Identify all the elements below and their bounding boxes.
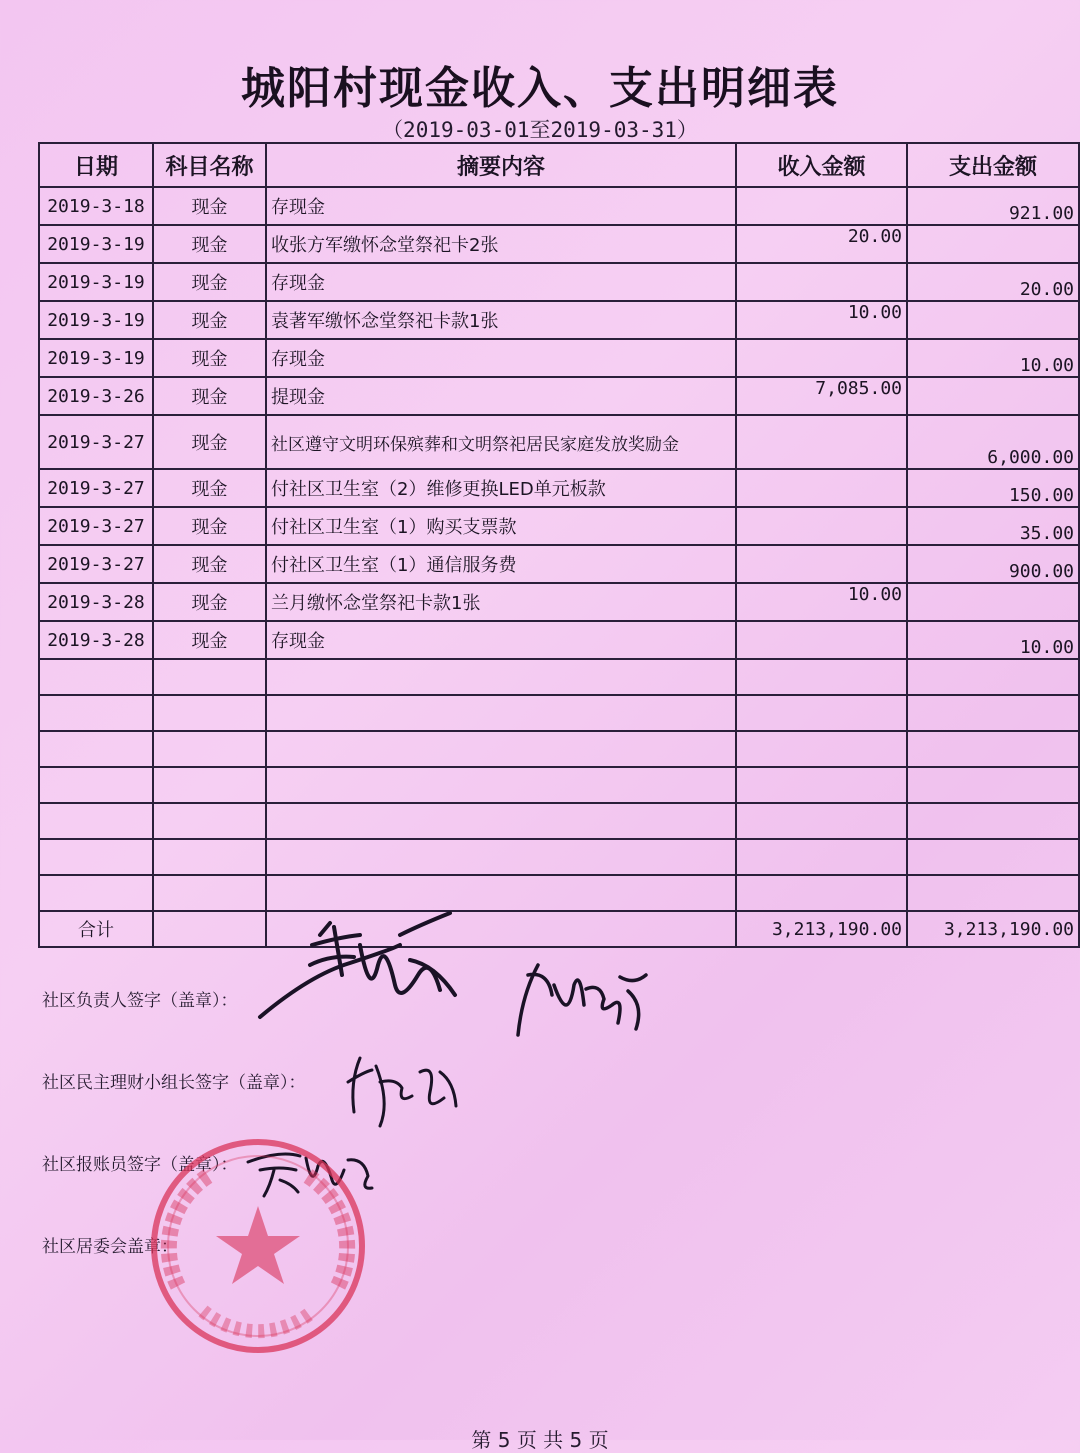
empty-cell — [907, 875, 1079, 911]
accountant-signature-label: 社区报账员签字（盖章）： — [42, 1155, 238, 1175]
empty-row — [39, 839, 1079, 875]
expense-cell — [907, 225, 1079, 263]
income-cell — [736, 507, 907, 545]
column-header-subject: 科目名称 — [153, 143, 266, 187]
summary-cell: 提现金 — [266, 377, 736, 415]
date-cell: 2019-3-28 — [39, 583, 153, 621]
empty-cell — [907, 695, 1079, 731]
expense-cell: 35.00 — [907, 507, 1079, 545]
subject-cell: 现金 — [153, 507, 266, 545]
income-cell — [736, 187, 907, 225]
empty-cell — [266, 659, 736, 695]
empty-cell — [907, 767, 1079, 803]
expense-cell: 150.00 — [907, 469, 1079, 507]
empty-cell — [39, 695, 153, 731]
table-row — [39, 415, 1079, 469]
empty-cell — [153, 695, 266, 731]
total-row — [39, 911, 1079, 947]
empty-cell — [39, 839, 153, 875]
table-row — [39, 377, 1079, 415]
finance-group-signature — [340, 1042, 470, 1132]
empty-cell — [907, 731, 1079, 767]
empty-cell — [736, 767, 907, 803]
ledger-table — [38, 142, 1080, 948]
summary-cell: 存现金 — [266, 621, 736, 659]
subject-cell: 现金 — [153, 583, 266, 621]
column-header-summary: 摘要内容 — [266, 143, 736, 187]
leader-signature-1 — [250, 905, 470, 1025]
summary-cell: 社区遵守文明环保殡葬和文明祭祀居民家庭发放奖励金 — [266, 415, 736, 469]
empty-cell — [153, 803, 266, 839]
column-header-date: 日期 — [39, 143, 153, 187]
summary-cell: 付社区卫生室（2）维修更换LED单元板款 — [266, 469, 736, 507]
income-cell — [736, 469, 907, 507]
leader-signature-label: 社区负责人签字（盖章）： — [42, 991, 238, 1011]
subject-cell: 现金 — [153, 469, 266, 507]
committee-seal-label: 社区居委会盖章： — [42, 1237, 178, 1257]
expense-cell: 6,000.00 — [907, 415, 1079, 469]
table-row — [39, 545, 1079, 583]
expense-cell — [907, 301, 1079, 339]
expense-cell — [907, 377, 1079, 415]
income-cell — [736, 263, 907, 301]
table-row — [39, 621, 1079, 659]
summary-cell: 存现金 — [266, 263, 736, 301]
table-row — [39, 583, 1079, 621]
date-cell: 2019-3-26 — [39, 377, 153, 415]
empty-row — [39, 659, 1079, 695]
empty-cell — [266, 803, 736, 839]
empty-cell — [153, 731, 266, 767]
income-cell: 7,085.00 — [736, 377, 907, 415]
expense-cell: 20.00 — [907, 263, 1079, 301]
official-seal-stamp — [148, 1136, 368, 1356]
expense-cell: 921.00 — [907, 187, 1079, 225]
table-row — [39, 507, 1079, 545]
subject-cell: 现金 — [153, 301, 266, 339]
leader-signature-2 — [508, 955, 658, 1045]
total-expense: 3,213,190.00 — [907, 911, 1079, 947]
summary-cell: 收张方军缴怀念堂祭祀卡2张 — [266, 225, 736, 263]
date-cell: 2019-3-28 — [39, 621, 153, 659]
empty-row — [39, 695, 1079, 731]
empty-row — [39, 875, 1079, 911]
table-row — [39, 339, 1079, 377]
table-row — [39, 301, 1079, 339]
empty-cell — [907, 803, 1079, 839]
expense-cell: 10.00 — [907, 339, 1079, 377]
income-cell — [736, 545, 907, 583]
summary-cell: 付社区卫生室（1）通信服务费 — [266, 545, 736, 583]
subject-cell: 现金 — [153, 377, 266, 415]
subject-cell: 现金 — [153, 339, 266, 377]
empty-cell — [153, 839, 266, 875]
subject-cell: 现金 — [153, 263, 266, 301]
empty-cell — [266, 695, 736, 731]
empty-cell — [736, 803, 907, 839]
empty-cell — [153, 659, 266, 695]
empty-cell — [39, 875, 153, 911]
date-cell: 2019-3-27 — [39, 507, 153, 545]
finance-group-signature-label: 社区民主理财小组长签字（盖章）： — [42, 1073, 306, 1093]
date-cell: 2019-3-19 — [39, 225, 153, 263]
summary-cell: 付社区卫生室（1）购买支票款 — [266, 507, 736, 545]
table-row — [39, 263, 1079, 301]
subject-cell: 现金 — [153, 545, 266, 583]
empty-cell — [736, 875, 907, 911]
subject-cell: 现金 — [153, 187, 266, 225]
summary-cell: 兰月缴怀念堂祭祀卡款1张 — [266, 583, 736, 621]
income-cell: 20.00 — [736, 225, 907, 263]
income-cell — [736, 621, 907, 659]
expense-cell: 10.00 — [907, 621, 1079, 659]
column-header-income: 收入金额 — [736, 143, 907, 187]
empty-cell — [39, 731, 153, 767]
empty-cell — [266, 767, 736, 803]
date-cell: 2019-3-27 — [39, 415, 153, 469]
date-cell: 2019-3-18 — [39, 187, 153, 225]
total-income: 3,213,190.00 — [736, 911, 907, 947]
expense-cell: 900.00 — [907, 545, 1079, 583]
date-cell: 2019-3-19 — [39, 339, 153, 377]
subject-cell: 现金 — [153, 225, 266, 263]
document-title: 城阳村现金收入、支出明细表 — [241, 63, 839, 114]
column-header-expense: 支出金额 — [907, 143, 1079, 187]
date-cell: 2019-3-27 — [39, 469, 153, 507]
income-cell — [736, 339, 907, 377]
income-cell — [736, 415, 907, 469]
empty-cell — [736, 731, 907, 767]
expense-cell — [907, 583, 1079, 621]
empty-row — [39, 731, 1079, 767]
empty-cell — [907, 659, 1079, 695]
summary-cell: 袁著军缴怀念堂祭祀卡款1张 — [266, 301, 736, 339]
empty-cell — [907, 839, 1079, 875]
summary-cell: 存现金 — [266, 187, 736, 225]
total-label: 合计 — [39, 911, 153, 947]
table-row — [39, 225, 1079, 263]
empty-cell — [266, 839, 736, 875]
empty-cell — [39, 767, 153, 803]
empty-cell — [39, 659, 153, 695]
income-cell: 10.00 — [736, 301, 907, 339]
empty-cell — [736, 839, 907, 875]
empty-cell — [736, 695, 907, 731]
empty-cell — [153, 767, 266, 803]
income-cell: 10.00 — [736, 583, 907, 621]
summary-cell: 存现金 — [266, 339, 736, 377]
table-row — [39, 469, 1079, 507]
table-row — [39, 187, 1079, 225]
empty-cell — [39, 803, 153, 839]
date-range: （2019-03-01至2019-03-31） — [382, 118, 698, 142]
date-cell: 2019-3-19 — [39, 301, 153, 339]
empty-cell — [736, 659, 907, 695]
empty-row — [39, 767, 1079, 803]
header-row — [39, 143, 1079, 187]
empty-cell — [266, 731, 736, 767]
page-number: 第 5 页 共 5 页 — [471, 1428, 609, 1452]
date-cell: 2019-3-19 — [39, 263, 153, 301]
subject-cell: 现金 — [153, 621, 266, 659]
date-cell: 2019-3-27 — [39, 545, 153, 583]
empty-row — [39, 803, 1079, 839]
subject-cell: 现金 — [153, 415, 266, 469]
